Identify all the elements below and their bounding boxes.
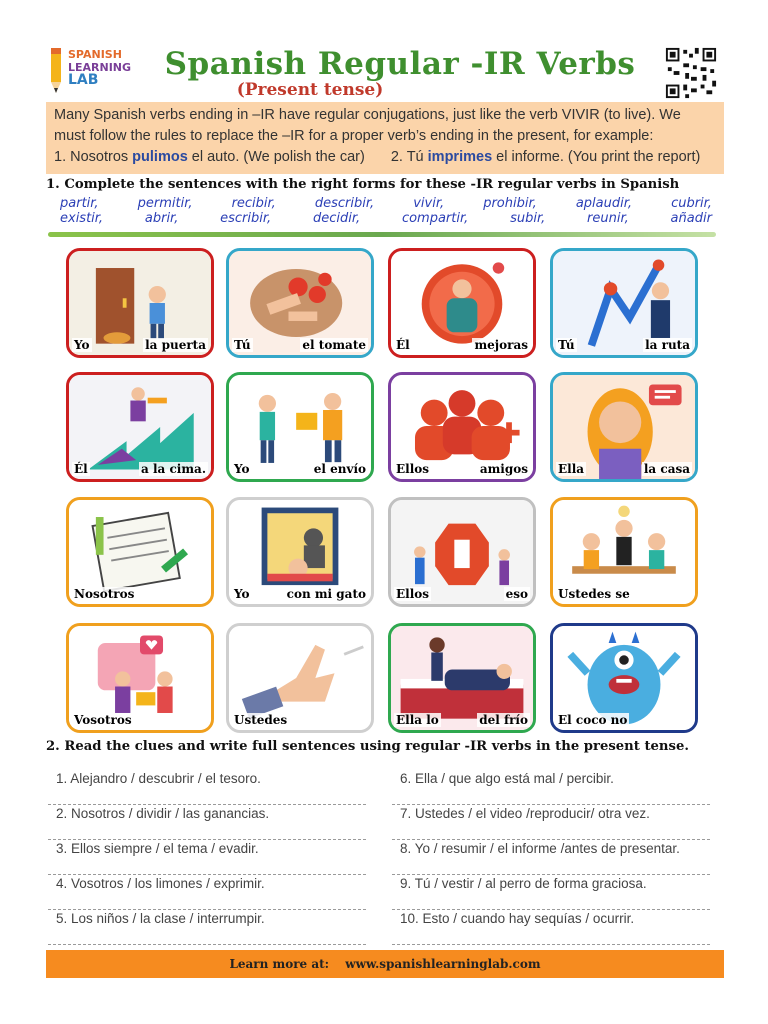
verb-word: subir,	[510, 211, 546, 226]
clue-answer-line[interactable]	[392, 841, 710, 875]
picture-card	[66, 372, 214, 482]
card-object: mejoras	[474, 338, 528, 352]
footer-link[interactable]: www.spanishlearninglab.com	[345, 957, 541, 971]
verb-word: existir,	[60, 211, 104, 226]
card-object: la casa	[643, 462, 690, 476]
logo-line3: LAB	[68, 72, 99, 88]
clue-answer-line[interactable]	[392, 911, 710, 945]
picture-card	[226, 623, 374, 733]
intro-examples	[54, 147, 716, 168]
logo-line2: LEARNING	[68, 61, 132, 74]
picture-card	[226, 372, 374, 482]
clue-answer-line[interactable]	[392, 876, 710, 910]
card-subject: Vosotros	[74, 713, 132, 727]
picture-card	[66, 248, 214, 358]
verb-word: vivir,	[413, 196, 445, 211]
picture-card	[66, 623, 214, 733]
clue-answer-line[interactable]	[48, 911, 366, 945]
clue-answer-line[interactable]	[48, 771, 366, 805]
picture-card	[388, 372, 536, 482]
clue-text: 10. Esto / cuando hay sequías / ocurrir.	[400, 911, 635, 926]
clue-text: 1. Alejandro / descubrir / el tesoro.	[56, 771, 261, 786]
card-subject: Él	[74, 462, 88, 476]
card-object: del frío	[479, 713, 528, 727]
verb-word: recibir,	[231, 196, 276, 211]
intro-text: Many Spanish verbs ending in –IR have regular conjugations, just like the verb VIVIR (to live). We must follow the rules to replace the –IR for a proper verb’s ending in the present, for example:	[54, 107, 681, 144]
example2-suffix: el informe. (You print the report)	[492, 149, 701, 165]
clue-text: 2. Nosotros / dividir / las ganancias.	[56, 806, 270, 821]
page-subtitle: (Present tense)	[236, 80, 384, 100]
footer-label: Learn more at:	[229, 957, 330, 971]
clue-answer-line[interactable]	[392, 806, 710, 840]
section1-heading: 1. Complete the sentences with the right forms for these -IR regular verbs in Spanish	[46, 177, 680, 192]
qr-code-icon[interactable]	[663, 46, 719, 100]
verb-word: permitir,	[137, 196, 193, 211]
picture-card	[550, 248, 698, 358]
card-object: amigos	[479, 462, 528, 476]
picture-card	[388, 248, 536, 358]
verb-word: reunir,	[587, 211, 629, 226]
card-subject: Ustedes	[234, 713, 288, 727]
verb-word: escribir,	[220, 211, 272, 226]
picture-card	[550, 497, 698, 607]
card-subject: Él	[396, 338, 410, 352]
page-title: Spanish Regular -IR Verbs	[164, 46, 636, 82]
clue-text: 7. Ustedes / el video /reproducir/ otra vez.	[400, 806, 650, 821]
clue-text: 8. Yo / resumir / el informe /antes de presentar.	[400, 841, 680, 856]
verb-bank	[60, 196, 712, 226]
card-subject: Ella lo	[396, 713, 439, 727]
clue-text: 6. Ella / que algo está mal / percibir.	[400, 771, 614, 786]
clue-answer-line[interactable]	[48, 876, 366, 910]
verb-bank-row1	[60, 196, 712, 211]
green-divider	[48, 232, 716, 237]
intro-box	[46, 102, 724, 174]
card-subject: El coco no	[558, 713, 628, 727]
picture-card	[66, 497, 214, 607]
card-object: el envío	[313, 462, 366, 476]
logo-line1: SPANISH	[68, 48, 122, 61]
clue-text: 9. Tú / vestir / al perro de forma graciosa.	[400, 876, 647, 891]
picture-card	[226, 248, 374, 358]
brand-logo	[48, 44, 148, 96]
card-subject: Yo	[74, 338, 90, 352]
card-object: el tomate	[302, 338, 366, 352]
clue-text: 4. Vosotros / los limones / exprimir.	[56, 876, 265, 891]
example2-verb: imprimes	[427, 149, 493, 165]
clue-answer-line[interactable]	[48, 841, 366, 875]
card-object: la ruta	[645, 338, 690, 352]
example1-prefix: 1. Nosotros	[54, 149, 133, 165]
card-object: a la cima.	[141, 462, 206, 476]
verb-word: aplaudir,	[575, 196, 632, 211]
verb-word: abrir,	[144, 211, 179, 226]
picture-card	[550, 372, 698, 482]
verb-word: partir,	[60, 196, 99, 211]
clue-text: 3. Ellos siempre / el tema / evadir.	[56, 841, 259, 856]
card-subject: Yo	[234, 587, 250, 601]
section2-heading: 2. Read the clues and write full sentences using regular -IR verbs in the present tense.	[46, 739, 689, 754]
pencil-icon	[48, 46, 64, 94]
card-subject: Ellos	[396, 587, 430, 601]
example1-suffix: el auto. (We polish the car)	[187, 149, 365, 165]
card-subject: Ustedes se	[558, 587, 630, 601]
verb-word: decidir,	[312, 211, 361, 226]
picture-card	[226, 497, 374, 607]
verb-word: describir,	[314, 196, 375, 211]
picture-card	[388, 623, 536, 733]
card-subject: Ella	[558, 462, 585, 476]
card-subject: Nosotros	[74, 587, 135, 601]
example1-verb: pulimos	[132, 149, 188, 165]
card-subject: Yo	[234, 462, 250, 476]
card-subject: Ellos	[396, 462, 430, 476]
example2-prefix: 2. Tú	[390, 149, 428, 165]
card-object: la puerta	[145, 338, 206, 352]
verb-word: añadir	[670, 211, 712, 226]
clue-answer-line[interactable]	[48, 806, 366, 840]
card-subject: Tú	[558, 338, 575, 352]
verb-word: compartir,	[401, 211, 469, 226]
clue-answer-line[interactable]	[392, 771, 710, 805]
card-subject: Tú	[234, 338, 251, 352]
card-object: con mi gato	[286, 587, 366, 601]
clue-text: 5. Los niños / la clase / interrumpir.	[56, 911, 265, 926]
verb-word: prohibir,	[483, 196, 537, 211]
verb-word: cubrir,	[671, 196, 712, 211]
verb-bank-row2	[60, 211, 712, 226]
picture-card	[550, 623, 698, 733]
picture-card	[388, 497, 536, 607]
card-object: eso	[505, 587, 528, 601]
footer-banner	[46, 950, 724, 978]
